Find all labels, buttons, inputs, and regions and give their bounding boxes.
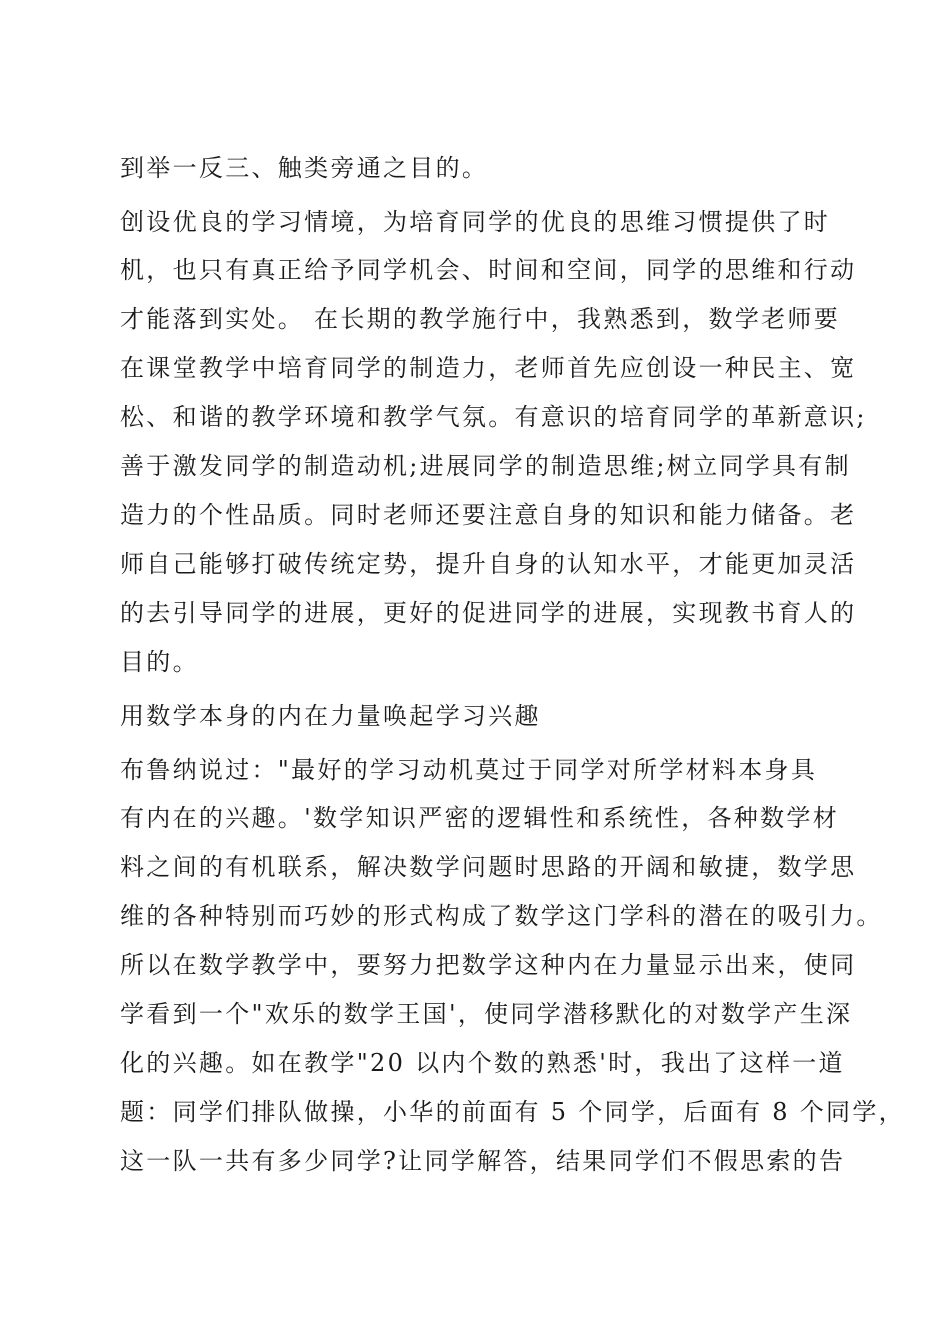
text-line: 创设优良的学习情境，为培育同学的优良的思维习惯提供了时 <box>120 208 831 236</box>
text-line: 在课堂教学中培育同学的制造力，老师首先应创设一种民主、宽 <box>120 354 857 382</box>
text-line: 机，也只有真正给予同学机会、时间和空间，同学的思维和行动 <box>120 256 857 284</box>
text-line: 题：同学们排队做操，小华的前面有 5 个同学，后面有 8 个同学， <box>120 1098 905 1126</box>
text-line: 的去引导同学的进展，更好的促进同学的进展，实现教书育人的 <box>120 599 857 627</box>
section-heading: 用数学本身的内在力量唤起学习兴趣 <box>120 702 541 730</box>
text-line: 师自己能够打破传统定势，提升自身的认知水平，才能更加灵活 <box>120 550 857 578</box>
text-line: 布鲁纳说过："最好的学习动机莫过于同学对所学材料本身具 <box>120 756 818 784</box>
text-line: 到举一反三、触类旁通之目的。 <box>120 154 489 182</box>
text-line: 这一队一共有多少同学?让同学解答，结果同学们不假思索的告 <box>120 1147 846 1175</box>
text-line: 善于激发同学的制造动机;进展同学的制造思维;树立同学具有制 <box>120 452 851 480</box>
text-line: 才能落到实处。 在长期的教学施行中，我熟悉到，数学老师要 <box>120 305 841 333</box>
text-line: 松、和谐的教学环境和教学气氛。有意识的培育同学的革新意识; <box>120 403 867 431</box>
text-line: 所以在数学教学中，要努力把数学这种内在力量显示出来，使同 <box>120 951 857 979</box>
text-line: 目的。 <box>120 648 199 676</box>
text-line: 料之间的有机联系，解决数学问题时思路的开阔和敏捷，数学思 <box>120 853 857 881</box>
text-line: 化的兴趣。如在教学"20 以内个数的熟悉'时，我出了这样一道 <box>120 1049 845 1077</box>
text-line: 有内在的兴趣。'数学知识严密的逻辑性和系统性，各种数学材 <box>120 804 839 832</box>
text-line: 造力的个性品质。同时老师还要注意自身的知识和能力储备。老 <box>120 501 857 529</box>
text-line: 学看到一个"欢乐的数学王国'，使同学潜移默化的对数学产生深 <box>120 1000 853 1028</box>
text-line: 维的各种特别而巧妙的形式构成了数学这门学科的潜在的吸引力。 <box>120 902 883 930</box>
